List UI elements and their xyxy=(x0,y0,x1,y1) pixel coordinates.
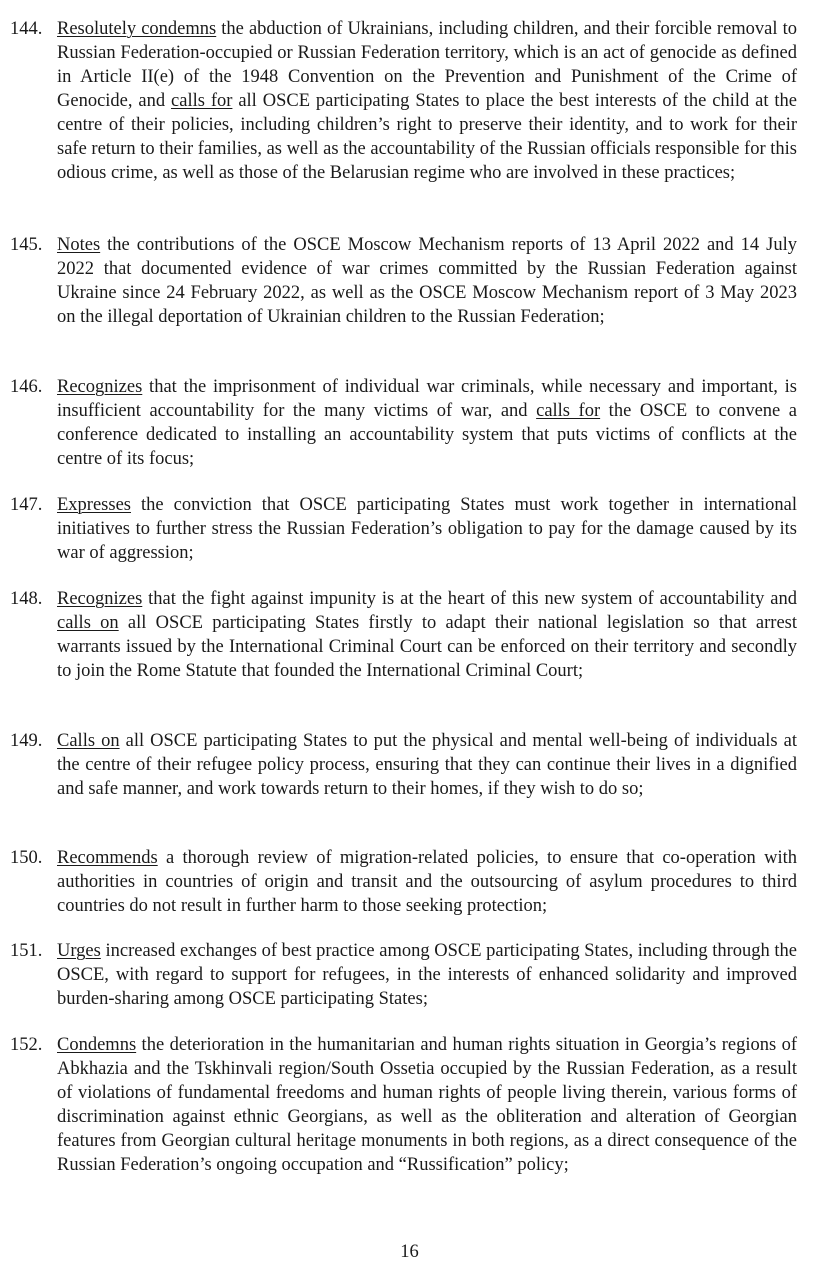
text-span: all OSCE participating States to place the best interests of the child at the centre of their policies, including children’s right to preserve their identity, and to work for their safe return to their families, as well as the accountability of the Russian officials responsible for this odious crime, as well as those of the Belarusian regime who are involved in these practices; xyxy=(57,91,797,183)
paragraph-number: 148. xyxy=(10,589,43,609)
page-number: 16 xyxy=(400,1242,419,1262)
text-span: the conviction that OSCE participating States must work together in international initiatives to further stress the Russian Federation’s obligation to pay for the damage caused by its war of aggression; xyxy=(57,495,797,563)
text-span: all OSCE participating States firstly to adapt their national legislation so that arrest warrants issued by the International Criminal Court can be enforced on their territory and secondly to join the Rome Statute that founded the International Criminal Court; xyxy=(57,613,797,681)
paragraph-text xyxy=(57,846,797,918)
paragraph-number: 144. xyxy=(10,19,43,39)
text-span: a thorough review of migration-related policies, to ensure that co-operation with authorities in countries of origin and transit and the outsourcing of asylum procedures to third countries do not result in further harm to those seeking protection; xyxy=(57,848,797,916)
paragraph-text xyxy=(57,375,797,471)
text-span: the contributions of the OSCE Moscow Mechanism reports of 13 April 2022 and 14 July 2022 that documented evidence of war crimes committed by the Russian Federation against Ukraine since 24 February 2022, as well as the OSCE Moscow Mechanism report of 3 May 2023 on the illegal deportation of Ukrainian children to the Russian Federation; xyxy=(57,235,797,327)
paragraph-text xyxy=(57,493,797,565)
text-span: the OSCE to convene a conference dedicated to installing an accountability system that puts victims of conflicts at the centre of its focus; xyxy=(57,401,797,469)
operative-verb: calls for xyxy=(536,401,601,421)
operative-verb: calls on xyxy=(57,613,119,633)
operative-verb: calls for xyxy=(171,91,233,111)
operative-verb: Notes xyxy=(57,235,101,255)
paragraph-number: 149. xyxy=(10,731,43,751)
paragraph-number: 146. xyxy=(10,377,43,397)
paragraph-text xyxy=(57,587,797,683)
operative-verb: Resolutely condemns xyxy=(57,19,217,39)
paragraph-text xyxy=(57,939,797,1011)
text-span: that the fight against impunity is at the heart of this new system of accountability and xyxy=(142,589,797,609)
text-span: the deterioration in the humanitarian and human rights situation in Georgia’s regions of Abkhazia and the Tskhinvali region/South Ossetia occupied by the Russian Federation, as a result of violations of fundamental freedoms and human rights of people living therein, various forms of discrimination against ethnic Georgians, as well as the obliteration and alteration of Georgian features from Georgian cultural heritage monuments in both regions, as a direct consequence of the Russian Federation’s ongoing occupation and “Russification” policy; xyxy=(57,1035,797,1175)
operative-verb: Urges xyxy=(57,941,101,961)
paragraph-text xyxy=(57,17,797,185)
paragraph-text xyxy=(57,233,797,329)
operative-verb: Expresses xyxy=(57,495,131,515)
text-span: that the imprisonment of individual war criminals, while necessary and important, is insufficient accountability for the many victims of war, and xyxy=(57,377,797,421)
text-span: the abduction of Ukrainians, including children, and their forcible removal to Russian Federation-occupied or Russian Federation territory, which is an act of genocide as defined in Article II(e) of the 1948 Convention on the Prevention and Punishment of the Crime of Genocide, and xyxy=(57,19,797,111)
operative-verb: Condemns xyxy=(57,1035,137,1055)
paragraph-text xyxy=(57,1033,797,1177)
text-span: all OSCE participating States to put the physical and mental well-being of individuals at the centre of their refugee policy process, ensuring that they can continue their lives in a dignified and safe manner, and work towards return to their homes, if they wish to do so; xyxy=(57,731,797,799)
paragraph-number: 152. xyxy=(10,1035,43,1055)
operative-verb: Recognizes xyxy=(57,589,143,609)
paragraph-number: 145. xyxy=(10,235,43,255)
text-span: increased exchanges of best practice among OSCE participating States, including through the OSCE, with regard to support for refugees, in the interests of enhanced solidarity and improved burden-sharing among OSCE participating States; xyxy=(57,941,797,1009)
paragraph-number: 151. xyxy=(10,941,43,961)
operative-verb: Recognizes xyxy=(57,377,143,397)
operative-verb: Calls on xyxy=(57,731,120,751)
paragraph-text xyxy=(57,729,797,801)
operative-verb: Recommends xyxy=(57,848,158,868)
paragraph-number: 150. xyxy=(10,848,43,868)
paragraph-number: 147. xyxy=(10,495,43,515)
